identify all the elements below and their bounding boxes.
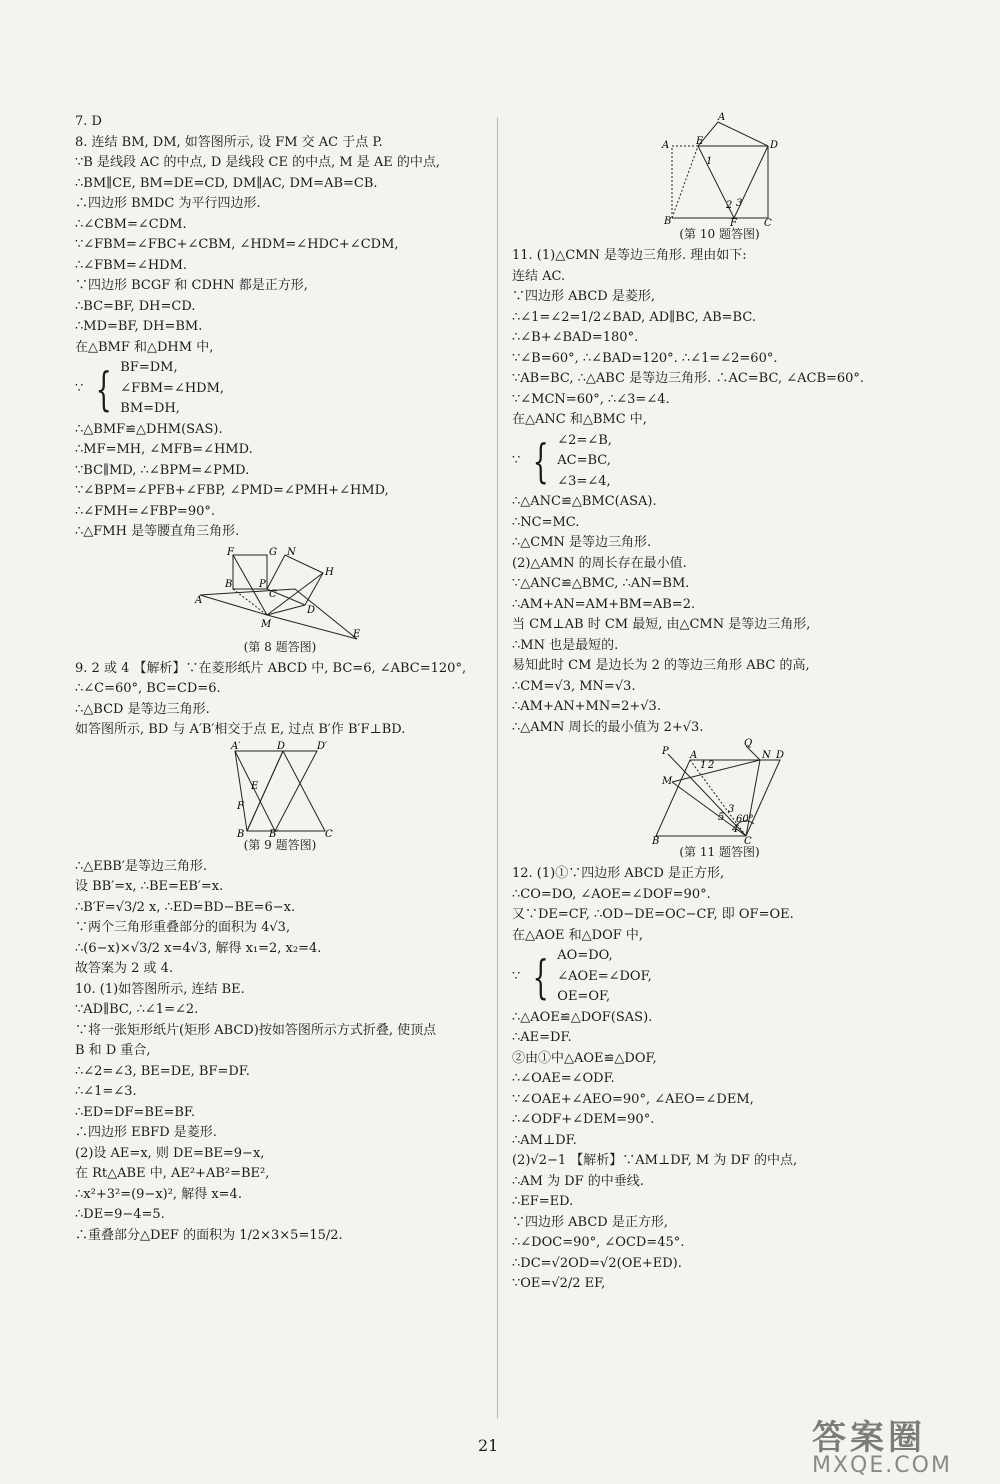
text-line: ∴(6−x)×√3/2 x=4√3, 解得 x₁=2, x₂=4. <box>75 940 322 956</box>
svg-text:3: 3 <box>735 198 742 209</box>
text-line: ∵AD∥BC, ∴∠1=∠2. <box>75 1002 199 1017</box>
figure-q8 <box>75 547 485 655</box>
text-line: 8. 连结 BM, DM, 如答图所示, 设 FM 交 AC 于点 P. <box>75 134 383 150</box>
brace-icon: { <box>532 434 549 489</box>
text-line: ∵BC∥MD, ∴∠BPM=∠PMD. <box>75 462 250 478</box>
svg-text:F: F <box>729 218 737 229</box>
svg-text:A: A <box>717 112 725 123</box>
svg-text:B′: B′ <box>269 828 279 840</box>
svg-text:D: D <box>277 740 286 752</box>
geometry-diagram-q10 <box>660 112 780 229</box>
congruence-conditions-q11: ∵ { ∠2=∠B, AC=BC, ∠3=∠4, <box>512 431 927 493</box>
text-line: ∴△FMH 是等腰直角三角形. <box>75 524 240 539</box>
text-line: 易知此时 CM 是边长为 2 的等边三角形 ABC 的高, <box>512 658 810 673</box>
svg-text:D′: D′ <box>317 740 328 752</box>
svg-text:B: B <box>225 578 233 590</box>
svg-text:D: D <box>769 140 778 151</box>
figure-caption-q10: (第 10 题答图) <box>679 227 760 241</box>
brace-condition-line: ∠2=∠B, <box>557 432 612 448</box>
text-line: ∴DC=√2OD=√2(OE+ED). <box>512 1255 682 1271</box>
column-divider <box>497 118 498 1418</box>
text-line: ∵OE=√2/2 EF, <box>512 1276 606 1291</box>
svg-text:G: G <box>269 546 277 558</box>
q9-text <box>75 659 485 741</box>
svg-text:Q: Q <box>743 738 752 749</box>
svg-text:N: N <box>761 750 771 761</box>
svg-text:C: C <box>269 588 277 600</box>
svg-text:P: P <box>661 746 669 757</box>
svg-text:P: P <box>259 578 266 590</box>
right-column <box>512 112 927 1295</box>
svg-text:3: 3 <box>727 804 734 815</box>
text-line: ∴DE=9−4=5. <box>75 1207 165 1222</box>
svg-text:C: C <box>325 828 333 840</box>
text-line: ∵△ANC≌△BMC, ∴AN=BM. <box>512 576 690 591</box>
text-line: ∴四边形 EBFD 是菱形. <box>75 1125 217 1140</box>
text-line: ∵∠BPM=∠PFB+∠FBP, ∠PMD=∠PMH+∠HMD, <box>75 483 389 498</box>
text-line: ∵将一张矩形纸片(矩形 ABCD)按如答图所示方式折叠, 使顶点 <box>75 1022 437 1038</box>
text-line: ∴∠FMH=∠FBP=90°. <box>75 503 216 519</box>
text-line: ∴CO=DO, ∠AOE=∠DOF=90°. <box>512 886 711 902</box>
text-line: ∴重叠部分△DEF 的面积为 1/2×3×5=15/2. <box>75 1227 343 1243</box>
text-line: (2)√2−1 【解析】∵AM⊥DF, M 为 DF 的中点, <box>512 1153 798 1168</box>
text-line: ∴AE=DF. <box>512 1030 572 1045</box>
svg-text:B: B <box>663 216 671 227</box>
text-line: ∴△AOE≌△DOF(SAS). <box>512 1009 653 1025</box>
text-line: ∴AM+AN=AM+BM=AB=2. <box>512 596 696 612</box>
text-line: ∴B′F=√3/2 x, ∴ED=BD−BE=6−x. <box>75 899 296 915</box>
svg-text:1: 1 <box>705 156 712 167</box>
watermark-url-text: MXQE.COM <box>812 1453 952 1478</box>
text-line: ∴∠2=∠3, BE=DE, BF=DF. <box>75 1063 250 1079</box>
congruence-conditions-q8: ∵ { BF=DM, ∠FBM=∠HDM, BM=DH, <box>75 358 485 420</box>
text-line: 当 CM⊥AB 时 CM 最短, 由△CMN 是等边三角形, <box>512 617 811 632</box>
text-line: ∵∠MCN=60°, ∴∠3=∠4. <box>512 391 670 407</box>
q9-q10-text <box>75 857 485 1247</box>
geometry-diagram-q8 <box>195 547 365 639</box>
text-line: 在△AOE 和△DOF 中, <box>512 927 644 943</box>
q12-text <box>512 864 927 946</box>
text-line: 7. D <box>75 114 102 129</box>
text-line: ∵四边形 ABCD 是正方形, <box>512 1214 668 1230</box>
figure-caption-q11: (第 11 题答图) <box>679 845 760 859</box>
svg-text:60°: 60° <box>735 814 754 825</box>
brace-condition-line: BM=DH, <box>120 401 180 416</box>
text-line: ∴△AMN 周长的最小值为 2+√3. <box>512 719 704 735</box>
svg-text:A: A <box>689 750 697 761</box>
q11-text <box>512 246 927 431</box>
text-line: ∴EF=ED. <box>512 1194 574 1209</box>
svg-text:5: 5 <box>717 812 724 823</box>
text-line: ∵∠FBM=∠FBC+∠CBM, ∠HDM=∠HDC+∠CDM, <box>75 237 399 252</box>
geometry-diagram-q9 <box>225 740 335 840</box>
brace-icon: { <box>532 949 549 1004</box>
text-line: ∴∠C=60°, BC=CD=6. <box>75 681 221 696</box>
text-line: ∴MN 也是最短的. <box>512 637 619 653</box>
text-line: ∴NC=MC. <box>512 514 580 530</box>
text-line: 在 Rt△ABE 中, AE²+AB²=BE², <box>75 1166 270 1181</box>
text-line: ∴∠1=∠3. <box>75 1084 137 1099</box>
text-line: ∴MD=BF, DH=BM. <box>75 319 203 334</box>
brace-condition-line: ∠3=∠4, <box>557 473 611 489</box>
text-line: 故答案为 2 或 4. <box>75 961 174 976</box>
text-line: 11. (1)△CMN 是等边三角形. 理由如下: <box>512 248 747 263</box>
svg-text:H: H <box>325 566 334 578</box>
figure-q10 <box>512 112 927 242</box>
text-line: ∵四边形 BCGF 和 CDHN 都是正方形, <box>75 278 308 293</box>
geometry-diagram-q11 <box>650 738 790 847</box>
text-line: ∴∠B+∠BAD=180°. <box>512 330 639 345</box>
brace-condition-line: ∠AOE=∠DOF, <box>557 968 652 984</box>
text-line: (2)△AMN 的周长存在最小值. <box>512 555 687 571</box>
text-line: 10. (1)如答图所示, 连结 BE. <box>75 981 245 997</box>
text-line: ∵两个三角形重叠部分的面积为 4√3, <box>75 920 291 935</box>
text-line: ∴△BCD 是等边三角形. <box>75 701 210 717</box>
text-line: ∵B 是线段 AC 的中点, D 是线段 CE 的中点, M 是 AE 的中点, <box>75 155 441 170</box>
svg-text:D: D <box>307 604 316 616</box>
svg-text:A: A <box>195 594 203 606</box>
text-line: ∴∠FBM=∠HDM. <box>75 257 188 273</box>
brace-condition-line: OE=OF, <box>557 989 611 1004</box>
brace-condition-line: AO=DO, <box>557 948 613 963</box>
figure-caption-q9: (第 9 题答图) <box>243 837 317 852</box>
text-line: 在△ANC 和△BMC 中, <box>512 412 647 427</box>
q12-conclusion-text <box>512 1008 927 1295</box>
text-line: 连结 AC. <box>512 268 566 284</box>
text-line: (2)设 AE=x, 则 DE=BE=9−x, <box>75 1145 265 1161</box>
text-line: ∴四边形 BMDC 为平行四边形. <box>75 196 261 211</box>
text-line: ∴∠DOC=90°, ∠OCD=45°. <box>512 1235 685 1250</box>
brace-condition-line: BF=DM, <box>120 360 178 375</box>
text-line: ∵四边形 ABCD 是菱形, <box>512 289 655 304</box>
svg-text:F: F <box>227 546 234 558</box>
svg-text:C: C <box>763 218 772 229</box>
text-line: ∴∠ODF+∠DEM=90°. <box>512 1112 655 1127</box>
brace-condition-line: AC=BC, <box>557 453 611 468</box>
svg-text:M: M <box>661 776 672 787</box>
text-line: ∴△EBB′是等边三角形. <box>75 858 207 874</box>
svg-text:4: 4 <box>731 824 738 835</box>
text-line: 在△BMF 和△DHM 中, <box>75 339 214 355</box>
left-column <box>75 112 485 1246</box>
svg-text:E: E <box>695 136 703 147</box>
svg-text:E: E <box>251 780 259 792</box>
text-line: 设 BB′=x, ∴BE=EB′=x. <box>75 879 224 894</box>
svg-text:2: 2 <box>725 200 732 211</box>
q8-conclusion-text <box>75 420 485 543</box>
text-line: ②由①中△AOE≌△DOF, <box>512 1050 657 1066</box>
text-line: ∴△CMN 是等边三角形. <box>512 535 652 550</box>
text-line: ∵∠OAE+∠AEO=90°, ∠AEO=∠DEM, <box>512 1091 754 1107</box>
svg-text:2: 2 <box>707 760 714 771</box>
svg-text:F: F <box>237 800 244 812</box>
site-watermark <box>812 1410 982 1476</box>
text-line: ∴CM=√3, MN=√3. <box>512 678 636 694</box>
q7-q8-text <box>75 112 485 358</box>
text-line: ∴x²+3²=(9−x)², 解得 x=4. <box>75 1186 242 1202</box>
q11-conclusion-text <box>512 492 927 738</box>
text-line: ∴BM∥CE, BM=DE=CD, DM∥AC, DM=AB=CB. <box>75 175 378 191</box>
text-line: ∴△ANC≌△BMC(ASA). <box>512 494 657 509</box>
text-line: ∴MF=MH, ∠MFB=∠HMD. <box>75 442 253 457</box>
text-line: ∴AM 为 DF 的中垂线. <box>512 1173 644 1189</box>
svg-text:1: 1 <box>699 760 706 771</box>
brace-icon: { <box>95 361 112 416</box>
text-line: B 和 D 重合, <box>75 1043 151 1058</box>
text-line: ∵∠B=60°, ∴∠BAD=120°. ∴∠1=∠2=60°. <box>512 350 778 366</box>
text-line: ∴△BMF≌△DHM(SAS). <box>75 421 223 437</box>
text-line: ∴AM⊥DF. <box>512 1132 577 1148</box>
watermark-logo-text: 答案圈 <box>812 1418 926 1458</box>
text-line: ∴BC=BF, DH=CD. <box>75 298 196 314</box>
text-line: 12. (1)①∵四边形 ABCD 是正方形, <box>512 866 725 881</box>
svg-text:B: B <box>237 828 245 840</box>
figure-q9 <box>75 740 485 853</box>
text-line: 如答图所示, BD 与 A′B′相交于点 E, 过点 B′作 B′F⊥BD. <box>75 722 406 737</box>
text-line: ∴AM+AN+MN=2+√3. <box>512 699 661 714</box>
text-line: ∵AB=BC, ∴△ABC 是等边三角形. ∴AC=BC, ∠ACB=60°. <box>512 371 865 386</box>
congruence-conditions-q12: ∵ { AO=DO, ∠AOE=∠DOF, OE=OF, <box>512 946 927 1008</box>
text-line: 又∵DE=CF, ∴OD−DE=OC−CF, 即 OF=OE. <box>512 907 794 922</box>
page-number: 21 <box>478 1436 499 1455</box>
svg-text:A′: A′ <box>231 740 241 752</box>
figure-caption-q8: (第 8 题答图) <box>243 639 317 654</box>
svg-text:B: B <box>651 836 659 847</box>
svg-text:N: N <box>287 546 296 558</box>
svg-text:E: E <box>353 628 361 640</box>
text-line: ∴∠OAE=∠ODF. <box>512 1071 615 1086</box>
figure-q11 <box>512 738 927 860</box>
svg-text:D: D <box>775 750 784 761</box>
svg-text:M: M <box>261 618 272 630</box>
text-line: 9. 2 或 4 【解析】∵在菱形纸片 ABCD 中, BC=6, ∠ABC=120°, <box>75 660 467 676</box>
svg-text:A: A <box>661 140 669 151</box>
text-line: ∴∠CBM=∠CDM. <box>75 216 187 232</box>
svg-text:C: C <box>743 836 752 847</box>
brace-condition-line: ∠FBM=∠HDM, <box>120 380 225 396</box>
text-line: ∴ED=DF=BE=BF. <box>75 1104 196 1120</box>
text-line: ∴∠1=∠2=1/2∠BAD, AD∥BC, AB=BC. <box>512 309 756 325</box>
